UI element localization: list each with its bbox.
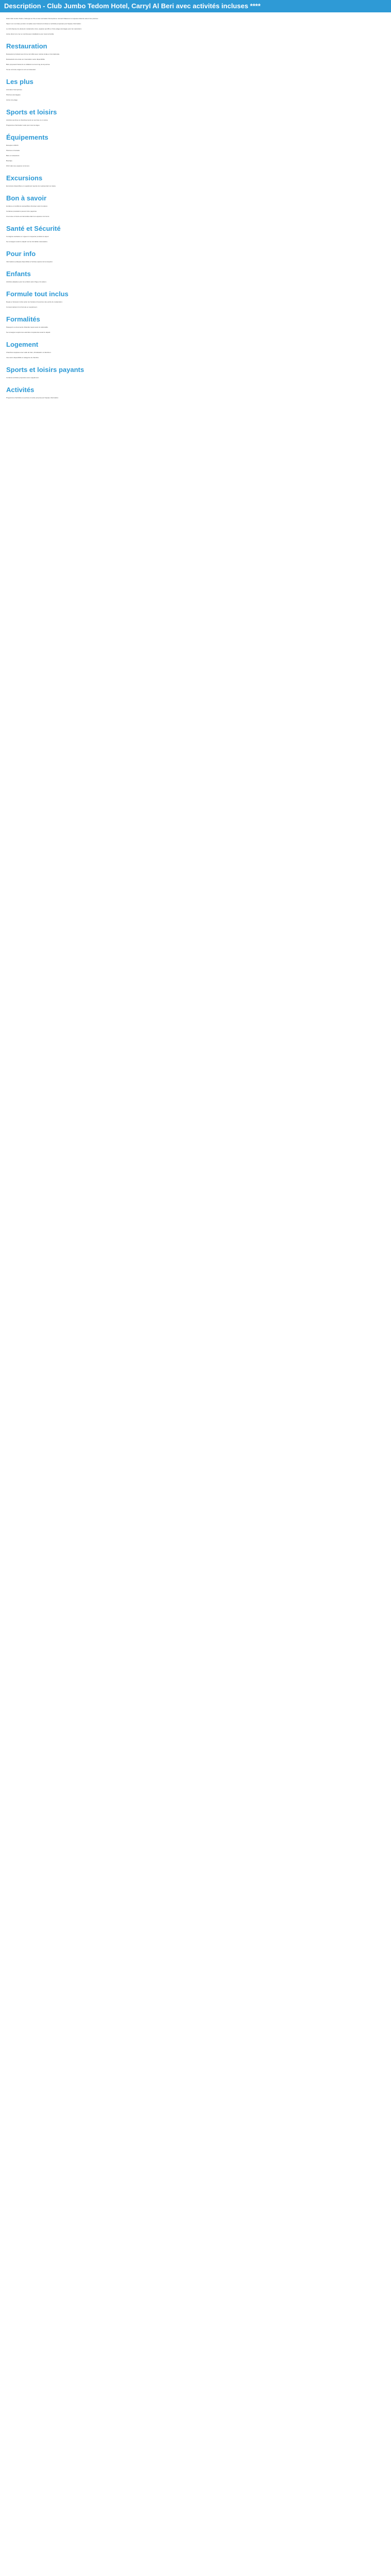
section-title: Pour info bbox=[6, 250, 36, 258]
section-pour-info bbox=[6, 250, 385, 263]
section-line: Restaurant principal sous forme de buffet avec cuisine locale et internationale. bbox=[6, 53, 60, 55]
section-logement bbox=[6, 341, 385, 359]
section-line: Activités sportives et divertissements en journée et en soirée. bbox=[6, 119, 48, 121]
section-line: Activités adaptées pour les enfants selon l'âge et la saison. bbox=[6, 281, 47, 283]
section-line: Horaires et conditions susceptibles d'évoluer selon la saison. bbox=[6, 205, 48, 207]
section-title: Enfants bbox=[6, 270, 31, 278]
intro bbox=[6, 18, 385, 35]
section-sante-securite bbox=[6, 225, 385, 243]
section-title: Sports et loisirs bbox=[6, 108, 57, 116]
section-equipements bbox=[6, 133, 385, 167]
section-line: Boutique bbox=[6, 160, 12, 162]
section-line: Certaines prestations peuvent être payantes. bbox=[6, 210, 37, 212]
section-line: Bars proposant boissons et collations tout au long de la journée. bbox=[6, 63, 51, 65]
section-line: Tenue correcte exigée le soir au restaurant. bbox=[6, 69, 36, 71]
section-line: Programme d'animation varié pour tous les âges. bbox=[6, 124, 40, 126]
section-title: Bon à savoir bbox=[6, 194, 47, 202]
section-line: Restaurants à la carte sur réservation selon disponibilité. bbox=[6, 58, 45, 60]
content-area bbox=[0, 12, 391, 416]
section-formule-tout-inclus bbox=[6, 290, 385, 308]
section-title: Formule tout inclus bbox=[6, 290, 69, 298]
section-formalites bbox=[6, 315, 385, 333]
section-line: Accès à la plage bbox=[6, 99, 18, 101]
section-line: Informations pratiques disponibles à l'arrivée auprès de la réception. bbox=[6, 261, 53, 263]
section-line: Se renseigner avant le départ sur les formalités nécessaires. bbox=[6, 241, 48, 243]
section-title: Les plus bbox=[6, 78, 34, 86]
section-line: Consignes sanitaires en vigueur à respecter pendant le séjour. bbox=[6, 235, 50, 238]
page-banner bbox=[0, 0, 391, 12]
section-title: Formalités bbox=[6, 315, 40, 323]
section-line: Repas et boissons inclus selon les horaires d'ouverture des points de restauration. bbox=[6, 301, 63, 303]
section-enfants bbox=[6, 270, 385, 283]
section-line: Piscines et transats bbox=[6, 149, 20, 151]
section-line: Chambres équipées avec salle de bain, climatisation et télévision. bbox=[6, 351, 52, 353]
section-line: Programme d'activités en journée et soirée proposé par l'équipe d'animation. bbox=[6, 397, 59, 399]
intro-paragraph: Séjour sur une base pension complète avec boissons incluses et activités proposées par l'équipe d'animation. bbox=[6, 23, 82, 25]
section-line: Se renseigner auprès des autorités compétentes avant le départ. bbox=[6, 331, 51, 333]
section-sports-loisirs bbox=[6, 108, 385, 126]
section-plus bbox=[6, 78, 385, 101]
section-line: Bars et restaurants bbox=[6, 155, 20, 157]
section-title: Logement bbox=[6, 341, 39, 348]
section-line: Piscines aménagées bbox=[6, 94, 21, 96]
page bbox=[0, 0, 391, 416]
section-line: Wi-Fi dans les espaces communs bbox=[6, 165, 29, 167]
bottom-spacer bbox=[6, 402, 385, 406]
section-line: Vue selon disponibilité et catégorie de chambre. bbox=[6, 357, 39, 359]
intro-paragraph: Hôtel Club Jumbo Tedom, hébergé sur l'île et avec animation francophone. Accueil chaleureux et espaces détente autour des piscines. bbox=[6, 18, 99, 20]
section-activites bbox=[6, 386, 385, 399]
intro-paragraph: Le club dispose de plusieurs restaurants, bars, espaces sportifs et d'une plage aménagée pour les vacanciers. bbox=[6, 28, 82, 30]
section-line: Animation francophone bbox=[6, 89, 22, 91]
section-title: Restauration bbox=[6, 42, 47, 50]
section-title: Équipements bbox=[6, 133, 48, 141]
section-line: Passeport ou documents d'identité requis selon la nationalité. bbox=[6, 326, 48, 328]
section-excursions bbox=[6, 174, 385, 187]
section-sports-payants bbox=[6, 366, 385, 379]
section-title: Santé et Sécurité bbox=[6, 225, 61, 232]
section-title: Excursions bbox=[6, 174, 43, 182]
section-bon-a-savoir bbox=[6, 194, 385, 217]
section-line: Consommations hors formule en supplément. bbox=[6, 306, 38, 308]
section-title: Sports et loisirs payants bbox=[6, 366, 84, 374]
section-title: Activités bbox=[6, 386, 35, 394]
section-line: Une tenue correcte est demandée dans les espaces communs. bbox=[6, 215, 50, 217]
section-line: Réception 24h/24 bbox=[6, 144, 19, 146]
section-restauration bbox=[6, 42, 385, 71]
intro-paragraph: Accès direct à la mer et nombreuses installations pour toute la famille. bbox=[6, 33, 55, 35]
section-line: Certaines activités proposées avec supplément. bbox=[6, 377, 39, 379]
page-title: Description - Club Jumbo Tedom Hotel, Carryl Al Beri avec activités incluses **** bbox=[4, 2, 261, 10]
section-line: Excursions disponibles en supplément auprès du représentant sur place. bbox=[6, 185, 56, 187]
